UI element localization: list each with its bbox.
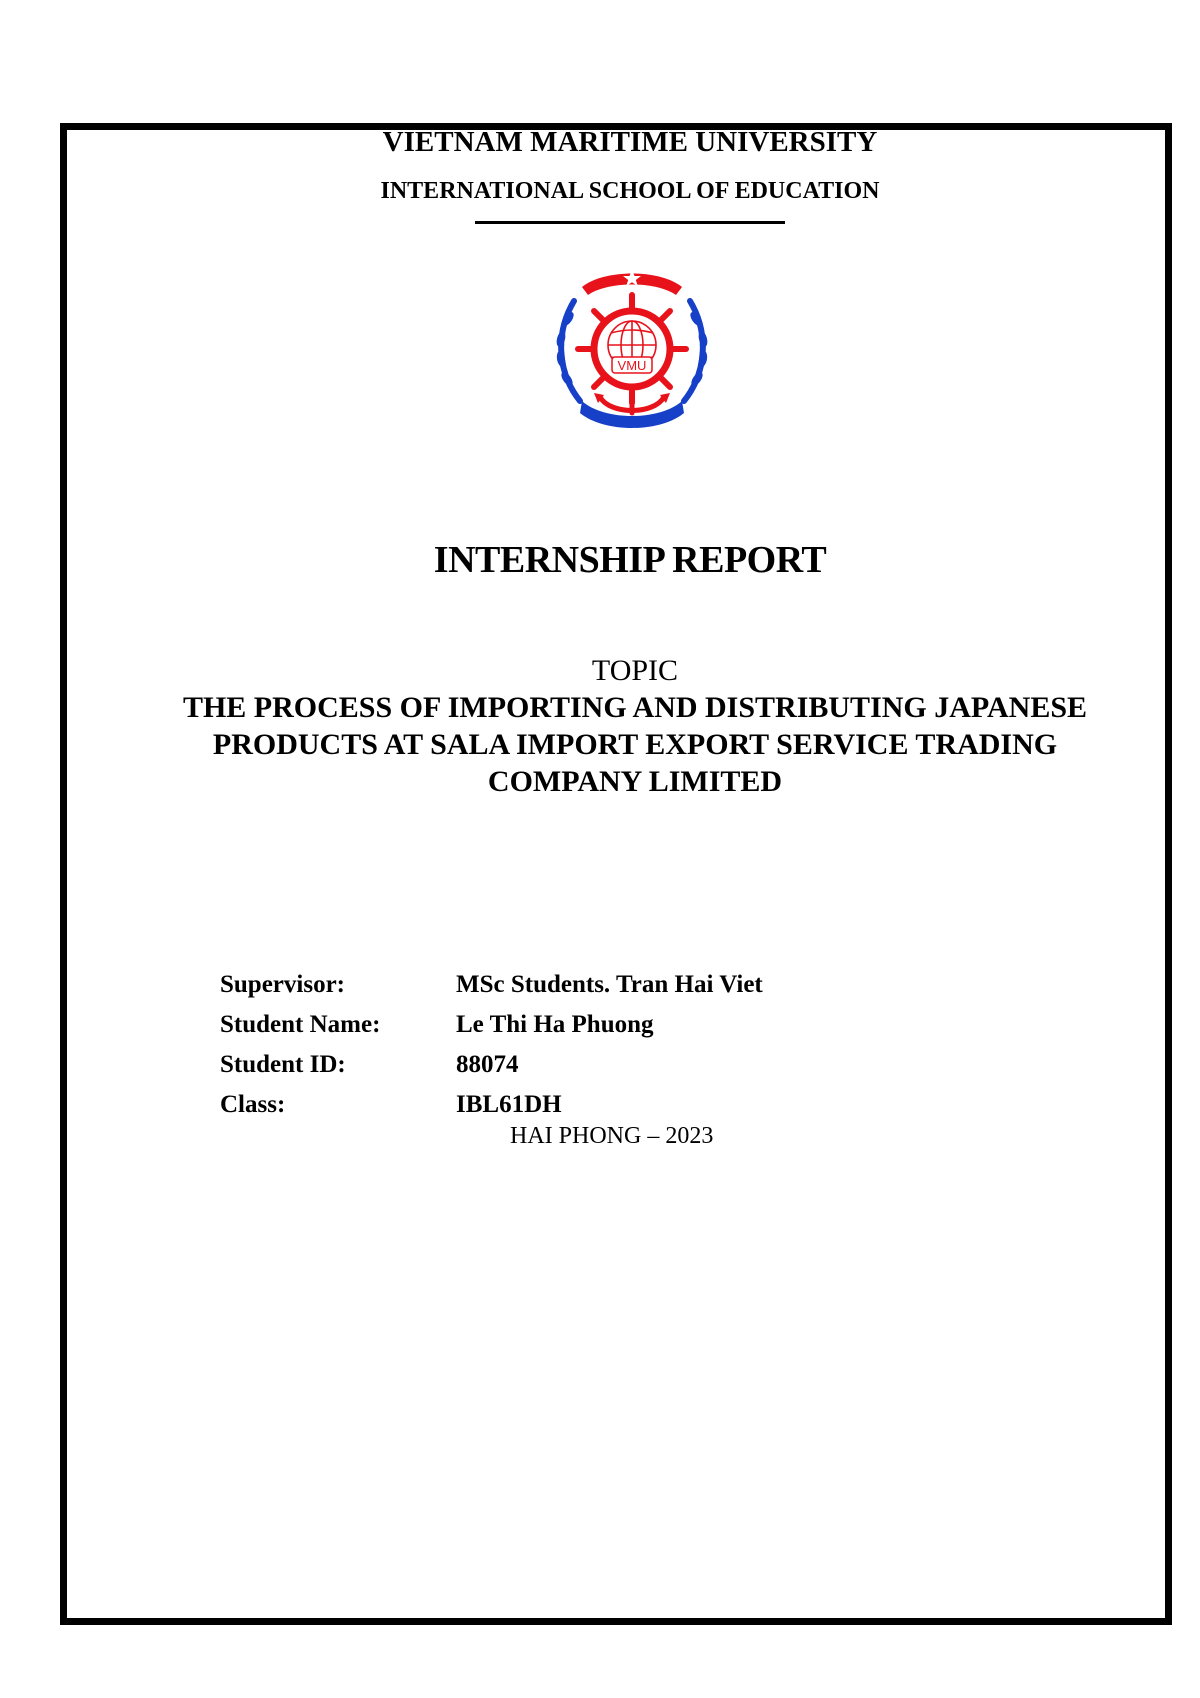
info-value: IBL61DH (456, 1091, 562, 1118)
info-label: Student Name: (220, 1011, 381, 1038)
info-row-student-id (220, 1045, 763, 1085)
info-label: Class: (220, 1091, 286, 1118)
topic-line: PRODUCTS AT SALA IMPORT EXPORT SERVICE TRADING (212, 728, 1058, 761)
topic-line: THE PROCESS OF IMPORTING AND DISTRIBUTING JAPANESE (182, 691, 1088, 724)
logo-text: VMU (617, 358, 647, 373)
vmu-emblem-icon (544, 261, 720, 437)
student-info-table (220, 965, 763, 1125)
location-year: HAI PHONG – 2023 (510, 1123, 714, 1149)
topic-label: TOPIC (591, 654, 679, 687)
info-row-class (220, 1085, 763, 1125)
header-divider (475, 221, 785, 224)
topic-block (120, 652, 1150, 800)
info-value: MSc Students. Tran Hai Viet (456, 971, 763, 998)
info-row-supervisor (220, 965, 763, 1005)
info-label: Supervisor: (220, 971, 345, 998)
info-row-student-name (220, 1005, 763, 1045)
school-name: INTERNATIONAL SCHOOL OF EDUCATION (380, 178, 880, 204)
university-name: VIETNAM MARITIME UNIVERSITY (382, 126, 878, 158)
topic-line: COMPANY LIMITED (487, 765, 783, 798)
info-value: 88074 (456, 1051, 519, 1078)
report-title: INTERNSHIP REPORT (433, 539, 827, 581)
info-label: Student ID: (220, 1051, 346, 1078)
info-value: Le Thi Ha Phuong (456, 1011, 654, 1038)
